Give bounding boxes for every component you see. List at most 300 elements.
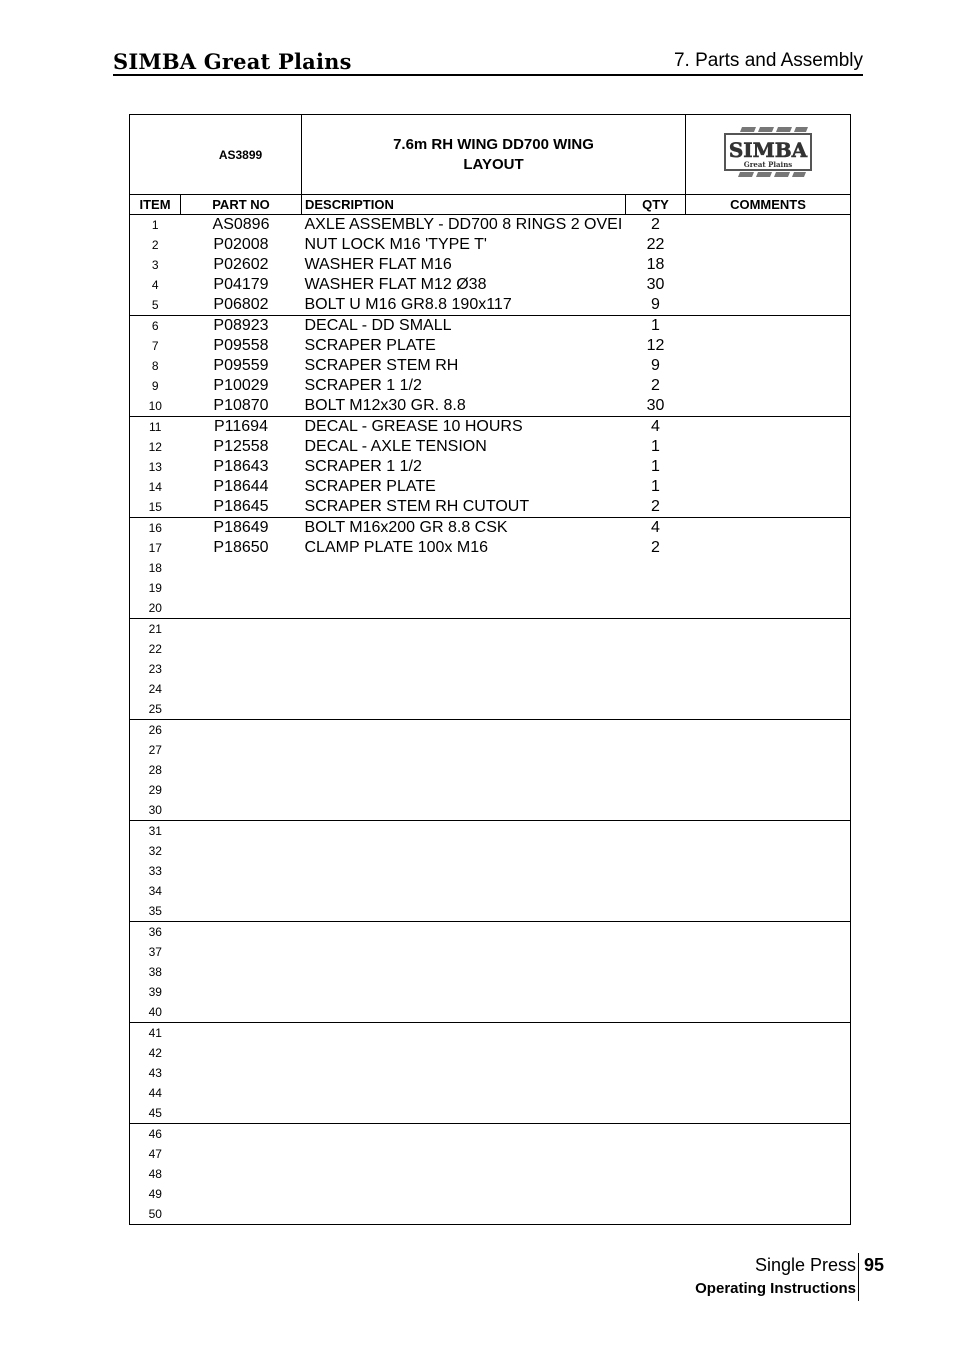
item-number: 49 bbox=[130, 1184, 181, 1204]
part-number bbox=[181, 841, 302, 861]
part-qty: 2 bbox=[651, 216, 660, 233]
part-qty bbox=[626, 1063, 686, 1083]
page-number: 95 bbox=[864, 1255, 885, 1275]
table-row bbox=[130, 699, 851, 720]
part-description: SCRAPER STEM RH CUTOUT bbox=[302, 497, 626, 518]
table-row bbox=[130, 962, 851, 982]
table-row bbox=[130, 1184, 851, 1204]
part-description: BOLT U M16 GR8.8 190x117 bbox=[302, 295, 626, 316]
part-qty bbox=[626, 1144, 686, 1164]
part-qty: 1 bbox=[651, 317, 660, 334]
part-comments bbox=[686, 679, 851, 699]
part-description: NUT LOCK M16 'TYPE T' bbox=[304, 236, 487, 253]
part-description bbox=[302, 558, 626, 578]
table-row bbox=[130, 922, 851, 943]
part-comments bbox=[686, 720, 851, 741]
table-row bbox=[130, 598, 851, 619]
part-comments bbox=[686, 1144, 851, 1164]
part-qty bbox=[626, 881, 686, 901]
part-qty bbox=[626, 659, 686, 679]
part-description bbox=[302, 962, 626, 982]
table-row bbox=[130, 558, 851, 578]
part-number: P18649 bbox=[213, 519, 269, 536]
header-divider bbox=[113, 74, 863, 76]
part-number bbox=[181, 861, 302, 881]
part-description bbox=[302, 639, 626, 659]
part-qty bbox=[626, 1124, 686, 1145]
part-qty: 4 bbox=[651, 519, 660, 536]
part-number: P18650 bbox=[213, 539, 269, 556]
part-comments bbox=[686, 235, 851, 255]
part-qty bbox=[626, 821, 686, 842]
part-number: P08923 bbox=[213, 317, 269, 334]
part-description bbox=[302, 1124, 626, 1145]
part-number bbox=[181, 821, 302, 842]
part-number bbox=[181, 679, 302, 699]
item-number: 15 bbox=[130, 497, 181, 518]
part-number bbox=[181, 942, 302, 962]
item-number: 18 bbox=[130, 558, 181, 578]
item-number: 5 bbox=[130, 295, 181, 316]
part-qty: 22 bbox=[646, 236, 665, 253]
logo-text-main: SIMBA bbox=[728, 138, 808, 162]
assembly-title-line1: 7.6m RH WING DD700 WING bbox=[393, 135, 594, 153]
part-description bbox=[302, 800, 626, 821]
table-row bbox=[130, 497, 851, 518]
part-comments bbox=[686, 780, 851, 800]
item-number: 8 bbox=[130, 356, 181, 376]
part-qty: 1 bbox=[651, 438, 660, 455]
part-number: P18643 bbox=[213, 458, 269, 475]
part-description bbox=[302, 942, 626, 962]
part-description bbox=[302, 619, 626, 640]
item-number: 35 bbox=[130, 901, 181, 922]
part-comments bbox=[686, 295, 851, 316]
part-qty bbox=[626, 1204, 686, 1225]
part-number bbox=[181, 558, 302, 578]
part-description bbox=[302, 1204, 626, 1225]
part-description: DECAL - DD SMALL bbox=[304, 317, 452, 334]
table-row bbox=[130, 982, 851, 1002]
item-number: 2 bbox=[130, 235, 181, 255]
table-row bbox=[130, 1124, 851, 1145]
item-number: 22 bbox=[130, 639, 181, 659]
col-description-header: DESCRIPTION bbox=[302, 195, 626, 215]
assembly-title bbox=[302, 115, 686, 195]
table-row bbox=[130, 659, 851, 679]
item-number: 12 bbox=[130, 437, 181, 457]
part-number bbox=[181, 1002, 302, 1023]
part-description bbox=[302, 1164, 626, 1184]
table-row bbox=[130, 1002, 851, 1023]
part-description bbox=[302, 1083, 626, 1103]
part-qty bbox=[626, 841, 686, 861]
col-item-header: ITEM bbox=[130, 195, 181, 215]
item-number: 37 bbox=[130, 942, 181, 962]
table-row bbox=[130, 336, 851, 356]
part-description bbox=[302, 659, 626, 679]
part-comments bbox=[686, 1124, 851, 1145]
col-comments-header: COMMENTS bbox=[686, 195, 851, 215]
part-comments bbox=[686, 417, 851, 438]
item-number: 6 bbox=[130, 316, 181, 337]
part-number bbox=[181, 1124, 302, 1145]
part-comments bbox=[686, 1184, 851, 1204]
table-row bbox=[130, 881, 851, 901]
item-number: 43 bbox=[130, 1063, 181, 1083]
part-description bbox=[302, 1023, 626, 1044]
item-number: 27 bbox=[130, 740, 181, 760]
item-number: 17 bbox=[130, 538, 181, 558]
assembly-title-line2: LAYOUT bbox=[463, 155, 524, 173]
part-description bbox=[302, 821, 626, 842]
table-row bbox=[130, 780, 851, 800]
assembly-code: AS3899 bbox=[130, 115, 302, 195]
item-number: 24 bbox=[130, 679, 181, 699]
table-row bbox=[130, 1103, 851, 1124]
table-row bbox=[130, 215, 851, 236]
part-qty: 12 bbox=[646, 337, 665, 354]
table-row bbox=[130, 578, 851, 598]
part-number: P06802 bbox=[181, 295, 302, 316]
table-row bbox=[130, 356, 851, 376]
item-number: 1 bbox=[130, 215, 181, 236]
item-number: 20 bbox=[130, 598, 181, 619]
table-row bbox=[130, 901, 851, 922]
table-row bbox=[130, 417, 851, 438]
item-number: 4 bbox=[130, 275, 181, 295]
part-description: DECAL - AXLE TENSION bbox=[304, 438, 487, 455]
part-number: P18645 bbox=[181, 497, 302, 518]
part-comments bbox=[686, 821, 851, 842]
part-description bbox=[302, 1184, 626, 1204]
part-comments bbox=[686, 1023, 851, 1044]
table-row bbox=[130, 1204, 851, 1225]
table-row bbox=[130, 1023, 851, 1044]
table-row bbox=[130, 619, 851, 640]
part-qty bbox=[626, 982, 686, 1002]
part-qty bbox=[626, 800, 686, 821]
part-qty: 2 bbox=[651, 539, 660, 556]
part-qty: 18 bbox=[646, 256, 665, 273]
table-row bbox=[130, 376, 851, 396]
part-number bbox=[181, 1043, 302, 1063]
item-number: 7 bbox=[130, 336, 181, 356]
part-number: P10029 bbox=[213, 377, 269, 394]
part-comments bbox=[686, 396, 851, 417]
simba-logo-icon bbox=[722, 124, 814, 180]
item-number: 9 bbox=[130, 376, 181, 396]
part-qty: 1 bbox=[651, 478, 660, 495]
part-qty bbox=[626, 1164, 686, 1184]
part-number bbox=[181, 578, 302, 598]
part-number bbox=[181, 1083, 302, 1103]
part-number: P12558 bbox=[213, 438, 269, 455]
part-comments bbox=[686, 497, 851, 518]
part-qty bbox=[626, 619, 686, 640]
part-qty bbox=[626, 699, 686, 720]
part-qty: 2 bbox=[651, 377, 660, 394]
part-description bbox=[302, 982, 626, 1002]
part-number bbox=[181, 1063, 302, 1083]
part-qty: 30 bbox=[646, 276, 665, 293]
item-number: 46 bbox=[130, 1124, 181, 1145]
part-description bbox=[302, 720, 626, 741]
part-comments bbox=[686, 619, 851, 640]
col-part-header: PART NO bbox=[181, 195, 302, 215]
part-description bbox=[302, 1103, 626, 1124]
part-number: P10870 bbox=[181, 396, 302, 417]
item-number: 39 bbox=[130, 982, 181, 1002]
item-number: 34 bbox=[130, 881, 181, 901]
assembly-header-row bbox=[130, 115, 851, 195]
part-comments bbox=[686, 316, 851, 337]
item-number: 41 bbox=[130, 1023, 181, 1044]
part-number bbox=[181, 982, 302, 1002]
part-qty bbox=[626, 639, 686, 659]
part-number bbox=[181, 962, 302, 982]
column-header-row bbox=[130, 195, 851, 215]
part-comments bbox=[686, 598, 851, 619]
part-number bbox=[181, 800, 302, 821]
part-qty bbox=[626, 942, 686, 962]
part-comments bbox=[686, 578, 851, 598]
part-number bbox=[181, 1164, 302, 1184]
table-row bbox=[130, 861, 851, 881]
part-qty: 30 bbox=[626, 396, 686, 417]
item-number: 38 bbox=[130, 962, 181, 982]
part-qty bbox=[626, 578, 686, 598]
table-row bbox=[130, 235, 851, 255]
part-description: SCRAPER 1 1/2 bbox=[304, 458, 422, 475]
table-row bbox=[130, 1083, 851, 1103]
part-description bbox=[302, 780, 626, 800]
part-number bbox=[181, 1144, 302, 1164]
part-comments bbox=[686, 962, 851, 982]
part-comments bbox=[686, 255, 851, 275]
table-row bbox=[130, 457, 851, 477]
part-number bbox=[181, 659, 302, 679]
part-description: AXLE ASSEMBLY - DD700 8 RINGS 2 OVEI bbox=[304, 216, 623, 233]
table-row bbox=[130, 800, 851, 821]
part-comments bbox=[686, 215, 851, 236]
part-number: P02602 bbox=[213, 256, 269, 273]
part-description bbox=[302, 598, 626, 619]
part-description bbox=[302, 1063, 626, 1083]
part-description bbox=[302, 1144, 626, 1164]
part-qty bbox=[626, 1002, 686, 1023]
item-number: 10 bbox=[130, 396, 181, 417]
part-comments bbox=[686, 740, 851, 760]
table-row bbox=[130, 255, 851, 275]
part-qty bbox=[626, 740, 686, 760]
item-number: 14 bbox=[130, 477, 181, 497]
part-number: P18644 bbox=[213, 478, 269, 495]
part-qty bbox=[626, 1103, 686, 1124]
item-number: 31 bbox=[130, 821, 181, 842]
part-qty: 2 bbox=[626, 497, 686, 518]
part-qty bbox=[626, 922, 686, 943]
table-row bbox=[130, 679, 851, 699]
item-number: 11 bbox=[130, 417, 181, 438]
table-row bbox=[130, 1144, 851, 1164]
table-row bbox=[130, 295, 851, 316]
part-qty bbox=[626, 1043, 686, 1063]
part-number: P04179 bbox=[213, 276, 269, 293]
item-number: 33 bbox=[130, 861, 181, 881]
part-qty bbox=[626, 760, 686, 780]
part-qty: 9 bbox=[651, 357, 660, 374]
part-comments bbox=[686, 538, 851, 558]
part-description: BOLT M12x30 GR. 8.8 bbox=[302, 396, 626, 417]
part-comments bbox=[686, 1204, 851, 1225]
part-number bbox=[181, 619, 302, 640]
part-comments bbox=[686, 942, 851, 962]
item-number: 50 bbox=[130, 1204, 181, 1225]
part-comments bbox=[686, 922, 851, 943]
part-comments bbox=[686, 1103, 851, 1124]
part-description bbox=[302, 679, 626, 699]
item-number: 3 bbox=[130, 255, 181, 275]
item-number: 19 bbox=[130, 578, 181, 598]
parts-rows bbox=[130, 215, 851, 1225]
part-comments bbox=[686, 437, 851, 457]
part-description bbox=[302, 740, 626, 760]
part-description: SCRAPER STEM RH bbox=[304, 357, 459, 374]
part-comments bbox=[686, 982, 851, 1002]
footer-divider bbox=[858, 1253, 859, 1301]
part-comments bbox=[686, 336, 851, 356]
table-row bbox=[130, 740, 851, 760]
part-number bbox=[181, 760, 302, 780]
part-comments bbox=[686, 699, 851, 720]
part-number bbox=[181, 699, 302, 720]
part-number: P09559 bbox=[213, 357, 269, 374]
part-description: DECAL - GREASE 10 HOURS bbox=[304, 418, 523, 435]
part-number: P09558 bbox=[213, 337, 269, 354]
part-qty bbox=[626, 598, 686, 619]
table-row bbox=[130, 477, 851, 497]
part-comments bbox=[686, 1063, 851, 1083]
item-number: 40 bbox=[130, 1002, 181, 1023]
part-comments bbox=[686, 901, 851, 922]
item-number: 36 bbox=[130, 922, 181, 943]
part-qty: 1 bbox=[651, 458, 660, 475]
part-description bbox=[302, 760, 626, 780]
parts-table bbox=[129, 114, 851, 1225]
part-comments bbox=[686, 356, 851, 376]
table-row bbox=[130, 841, 851, 861]
part-number bbox=[181, 1103, 302, 1124]
part-description bbox=[302, 1002, 626, 1023]
part-qty bbox=[626, 901, 686, 922]
part-number bbox=[181, 1023, 302, 1044]
table-row bbox=[130, 720, 851, 741]
part-description: SCRAPER 1 1/2 bbox=[304, 377, 422, 394]
item-number: 16 bbox=[130, 518, 181, 539]
part-number bbox=[181, 1184, 302, 1204]
part-qty bbox=[626, 558, 686, 578]
part-comments bbox=[686, 1164, 851, 1184]
table-row bbox=[130, 538, 851, 558]
part-number bbox=[181, 740, 302, 760]
part-description bbox=[302, 841, 626, 861]
part-qty bbox=[626, 780, 686, 800]
brand-title: SIMBA Great Plains bbox=[113, 49, 352, 74]
part-description bbox=[302, 578, 626, 598]
part-number: P11694 bbox=[214, 418, 268, 435]
part-comments bbox=[686, 477, 851, 497]
table-row bbox=[130, 396, 851, 417]
part-comments bbox=[686, 275, 851, 295]
item-number: 42 bbox=[130, 1043, 181, 1063]
table-row bbox=[130, 942, 851, 962]
item-number: 48 bbox=[130, 1164, 181, 1184]
part-qty bbox=[626, 962, 686, 982]
part-number: AS0896 bbox=[212, 216, 270, 233]
part-qty bbox=[626, 861, 686, 881]
item-number: 44 bbox=[130, 1083, 181, 1103]
part-comments bbox=[686, 800, 851, 821]
table-row bbox=[130, 821, 851, 842]
part-description: SCRAPER PLATE bbox=[304, 337, 436, 354]
part-description bbox=[302, 1043, 626, 1063]
part-comments bbox=[686, 639, 851, 659]
part-number bbox=[181, 881, 302, 901]
item-number: 13 bbox=[130, 457, 181, 477]
part-comments bbox=[686, 659, 851, 679]
part-number bbox=[181, 780, 302, 800]
table-row bbox=[130, 760, 851, 780]
item-number: 47 bbox=[130, 1144, 181, 1164]
part-comments bbox=[686, 861, 851, 881]
part-qty: 4 bbox=[651, 418, 660, 435]
table-row bbox=[130, 639, 851, 659]
part-qty bbox=[626, 720, 686, 741]
part-description bbox=[302, 922, 626, 943]
part-comments bbox=[686, 457, 851, 477]
table-row bbox=[130, 437, 851, 457]
part-qty bbox=[626, 1083, 686, 1103]
table-row bbox=[130, 518, 851, 539]
part-qty: 9 bbox=[626, 295, 686, 316]
part-comments bbox=[686, 1002, 851, 1023]
part-description bbox=[302, 901, 626, 922]
part-comments bbox=[686, 518, 851, 539]
item-number: 32 bbox=[130, 841, 181, 861]
item-number: 25 bbox=[130, 699, 181, 720]
part-number bbox=[181, 1204, 302, 1225]
part-comments bbox=[686, 376, 851, 396]
part-number bbox=[181, 639, 302, 659]
part-comments bbox=[686, 1083, 851, 1103]
part-number bbox=[181, 901, 302, 922]
col-qty-header: QTY bbox=[626, 195, 686, 215]
footer-title: Single Press bbox=[754, 1255, 856, 1275]
part-comments bbox=[686, 841, 851, 861]
item-number: 29 bbox=[130, 780, 181, 800]
part-qty bbox=[626, 679, 686, 699]
part-description: WASHER FLAT M16 bbox=[304, 256, 452, 273]
item-number: 28 bbox=[130, 760, 181, 780]
section-title: 7. Parts and Assembly bbox=[673, 50, 863, 71]
footer-subtitle: Operating Instructions bbox=[695, 1280, 856, 1297]
table-row bbox=[130, 1063, 851, 1083]
simba-logo bbox=[686, 115, 851, 195]
item-number: 26 bbox=[130, 720, 181, 741]
part-number bbox=[181, 720, 302, 741]
part-description: SCRAPER PLATE bbox=[304, 478, 436, 495]
